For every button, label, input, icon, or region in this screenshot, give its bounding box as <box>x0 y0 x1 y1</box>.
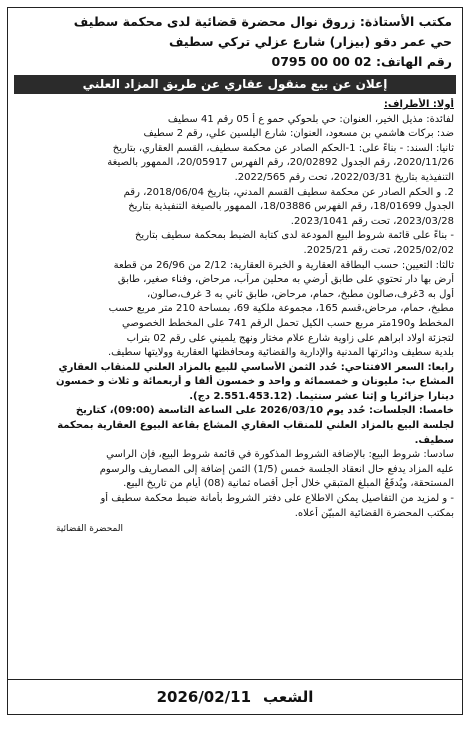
section-conditions-line: بمكتب المحضرة القضائية المبيّن أعلاه. <box>294 507 454 519</box>
section-title-deed-line: 2. و الحكم الصادر عن محكمة سطيف القسم المدني، بتاريخ 2018/06/04، رقم <box>123 186 454 198</box>
section-price-line: رابعا: السعر الافتتاحي: حُدد الثمن الأساسي للبيع بالمزاد العلني للمنقاب العقاري <box>58 361 454 373</box>
section-conditions-line: - و لمزيد من التفاصيل يمكن الاطلاع على دفتر الشروط بأمانة ضبط محكمة سطيف أو <box>100 493 454 505</box>
section-designation-line: ثالثا: التعيين: حسب البطاقة العقارية و الخبرة العقارية: 2/12 من 26/96 من قطعة <box>113 259 454 271</box>
section-price-line: المشاع ب: مليونان و خمسمائة و واحد و خمسون ألفا و أربعمائة و ثلاث و خمسون <box>55 376 454 388</box>
office-line: مكتب الأستاذة: زروق نوال محضرة قضائية لدى محكمة سطيف <box>73 14 452 29</box>
section-conditions-line: المستحقة، ويُدفَعُ المبلغ المتبقي خلال أجل أقصاه ثمانية (08) أيام من تاريخ البيع. <box>123 478 454 490</box>
publication-date: 2026/02/11 <box>156 688 252 706</box>
section-title-deed-line: ثانيا: السند: - بناءً على: 1-الحكم الصادر عن محكمة سطيف، القسم العقاري، بتاريخ <box>112 142 454 154</box>
announcement-banner: إعلان عن بيع منقول عقاري عن طريق المزاد العلني <box>14 75 456 94</box>
section-parties-line: ضد: بركات هاشمي بن مسعود، العنوان: شارع اليلسين علي، رقم 2 سطيف <box>143 128 454 140</box>
section-designation-line: بلدية سطيف ودائرتها المدنية والإدارية والقضائية ومحافظتها العقارية وولايتها سطيف. <box>108 347 454 359</box>
section-title-deed-line: 2023/03/28، تحت رقم 2023/1041. <box>290 215 454 227</box>
section-designation-line: أرض بها دار تحتوي على طابق أرضي به محلين مرآب، مرحاض، وفناء صغير، طابق <box>117 274 454 286</box>
phone-line: رقم الهاتف: 02 00 00 0795 <box>271 54 452 69</box>
section-parties-line: لفائدة: مذيل الخير، العنوان: حي بلحوكي حمو ع أ 05 رقم 41 سطيف <box>167 113 454 125</box>
section-parties-title: أولا: الأطراف: <box>383 99 454 110</box>
section-title-deed-line: - بناءً على قائمة شروط البيع المودعة لدى كتابة الضبط بمحكمة سطيف بتاريخ <box>134 230 454 242</box>
section-title-deed-line: التنفيذية بتاريخ 2022/03/31، تحت رقم 2022/565. <box>234 171 454 183</box>
newspaper-name: الشعب <box>263 688 314 706</box>
section-sessions-line: لجلسة البيع بالمزاد العلني للمنقاب العقاري المشاع بقاعة البيوع العقارية بمحكمة <box>57 420 454 432</box>
section-designation-line: لتجزئة اولاد ابراهم على زاوية شارع علام مختار ونهج يلميني على رقم 02 بتراب <box>126 332 454 344</box>
legal-notice <box>7 7 463 715</box>
section-price-line: دينارا جزائريا و إثنا عشر سنتيما. (2.551.453.12 دج). <box>189 390 454 402</box>
section-designation-line: مطبخ، حمام، مرحاض،قسم 165، مجموعة ملكية 69، بمساحة 210 متر مربع حسب <box>108 303 454 315</box>
section-conditions-line: عليه المزاد يدفع حال انعقاد الجلسة خمس (1/5) الثمن إضافة إلى المصاريف والرسوم <box>99 463 454 475</box>
notice-body <box>8 98 462 537</box>
publication-footer <box>8 679 462 714</box>
section-designation-line: أول به 3غرف،صالون مطبخ، حمام، مرحاض، طابق ثاني به 3 غرف،صالون، <box>147 288 454 300</box>
signature-label: المحضرة القضائية <box>56 524 123 535</box>
address-line: حي عمر دقو (بيزار) شارع عزلي تركي سطيف <box>169 34 452 49</box>
section-sessions-line: خامسا: الجلسات: حُدد يوم 2026/03/10 على الساعة التاسعة (09:00)، كتاريخ <box>75 405 454 417</box>
section-title-deed-line: 2020/11/26، رقم الجدول 20/02892، رقم الفهرس 20/05917، الممهور بالصيغة <box>107 157 454 169</box>
section-title-deed-line: الجدول 18/01699، رقم الفهرس 18/03886، الممهور بالصيغة التنفيذية بتاريخ <box>128 201 454 213</box>
bailiff-header <box>8 8 462 72</box>
section-title-deed-line: 2025/02/02، تحت رقم 2025/21. <box>303 244 454 256</box>
section-designation-line: المخطط و190متر مربع حسب الكيل تحمل الرقم 741 على المخطط الخصوصي <box>122 317 454 329</box>
section-sessions-line: سطيف. <box>414 434 454 446</box>
section-conditions-line: سادسا: شروط البيع: بالإضافة الشروط المذكورة في قائمة شروط البيع، فإن الراسي <box>106 449 454 461</box>
